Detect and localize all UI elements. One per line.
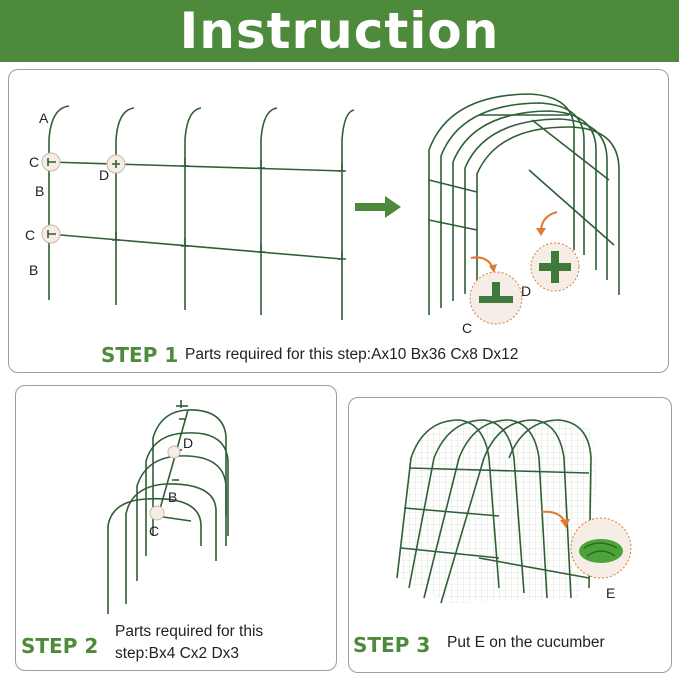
orange-arrow-icon-2: [541, 212, 557, 230]
label-a: A: [39, 110, 49, 126]
arch-tunnel: [429, 94, 619, 315]
label-b-upper: B: [35, 183, 45, 199]
page-title: Instruction: [179, 2, 500, 60]
flat-frame-connectors: [112, 158, 346, 259]
label-d-detail: D: [521, 283, 532, 299]
connector-c-highlight: [150, 506, 164, 520]
label-c-upper: C: [29, 154, 40, 170]
step1-description: Parts required for this step:Ax10 Bx36 Cx8 Dx12: [185, 346, 519, 363]
step1-title: STEP 1: [101, 343, 179, 367]
label-d: D: [183, 435, 194, 451]
label-c: C: [149, 523, 160, 539]
flat-frame: [49, 106, 354, 320]
step3-description: Put E on the cucumber: [447, 634, 605, 651]
label-b-lower: B: [29, 262, 39, 278]
green-arrow-icon: [355, 196, 401, 218]
step1-panel: [8, 69, 669, 373]
step3-title: STEP 3: [353, 633, 431, 657]
label-c-detail: C: [462, 320, 473, 336]
step2-description-line2: step:Bx4 Cx2 Dx3: [115, 645, 240, 662]
folded-arches: [108, 400, 228, 614]
step3-panel: [348, 397, 672, 673]
label-e: E: [606, 585, 616, 601]
step2-description-line1: Parts required for this: [115, 623, 264, 640]
label-c-lower: C: [25, 227, 36, 243]
step2-panel: [15, 385, 337, 671]
label-d-upper: D: [99, 167, 110, 183]
step1-illustration: [9, 70, 670, 374]
title-banner: [0, 0, 679, 62]
label-b: B: [168, 489, 178, 505]
connector-d-highlight: [168, 446, 180, 458]
step2-title: STEP 2: [21, 634, 99, 658]
